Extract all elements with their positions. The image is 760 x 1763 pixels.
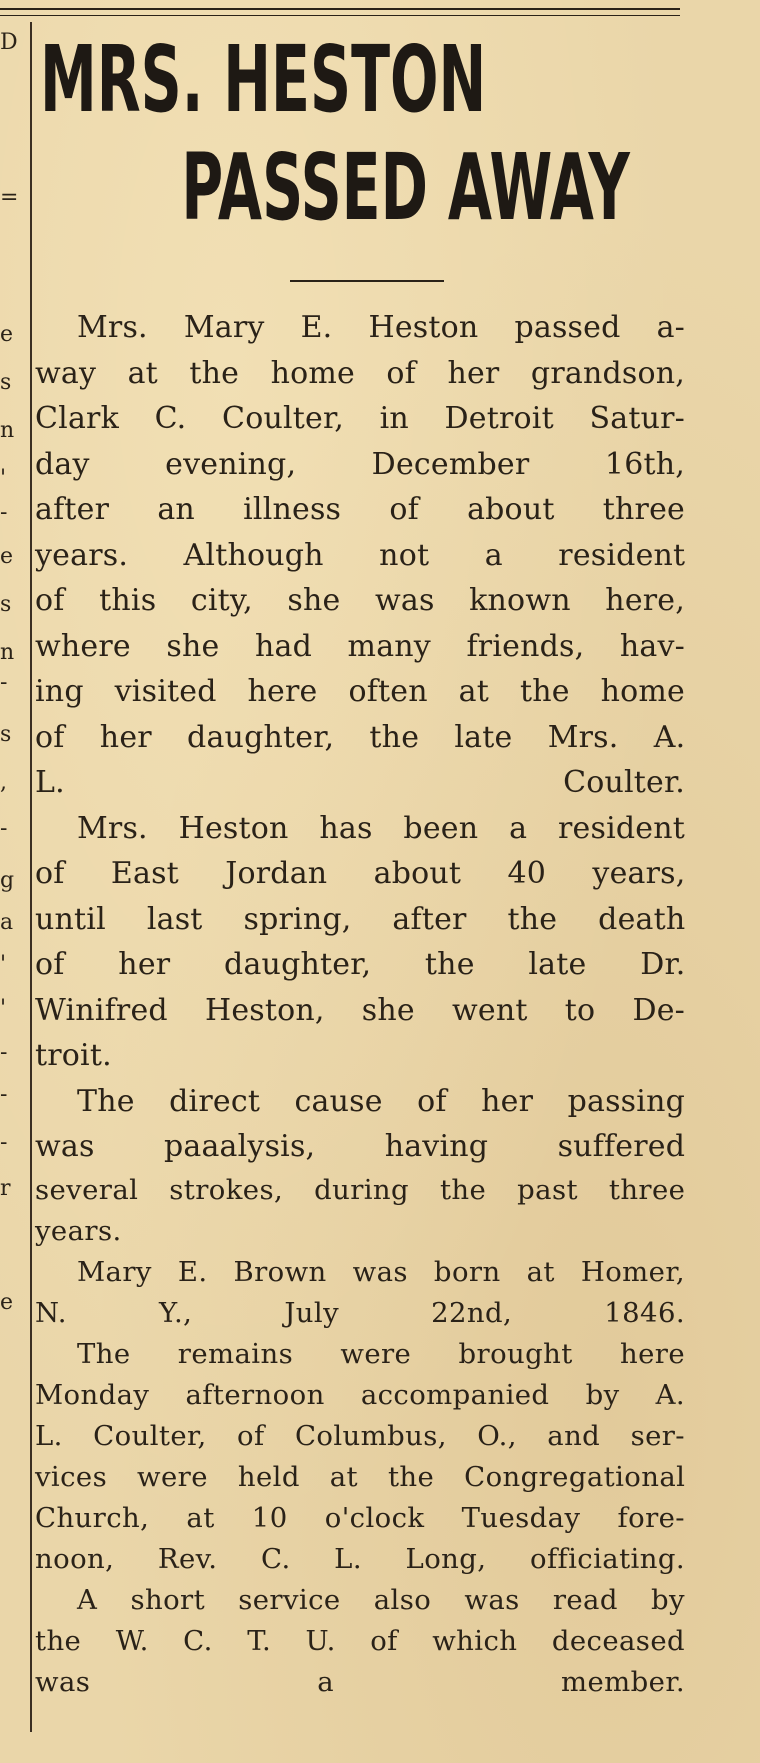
adjacent-column-fragment: D xyxy=(0,30,18,55)
adjacent-column-fragment: - xyxy=(0,670,8,695)
paragraph-6 xyxy=(35,1580,685,1703)
text-line: A short service also was read by xyxy=(77,1583,685,1616)
text-line: noon, Rev. C. L. Long, officiating. xyxy=(35,1542,685,1575)
text-line: of her daughter, the late Mrs. A. xyxy=(35,719,686,755)
text-line: after an illness of about three xyxy=(35,492,685,527)
text-line: day evening, December 16th, xyxy=(35,446,685,482)
adjacent-column-fragment: ' xyxy=(0,466,7,491)
text-line: several strokes, during the past three xyxy=(35,1173,686,1206)
text-line: Mary E. Brown was born at Homer, xyxy=(77,1255,685,1288)
text-line: vices were held at the Congregational xyxy=(35,1460,686,1493)
text-line: Winifred Heston, she went to De- xyxy=(35,992,685,1028)
adjacent-column-fragment: r xyxy=(0,1176,11,1201)
adjacent-column-fragment: e xyxy=(0,322,14,347)
text-line: Mrs. Mary E. Heston passed a- xyxy=(77,310,685,345)
text-line: was paaalysis, having suffered xyxy=(35,1129,686,1164)
text-line: Mrs. Heston has been a resident xyxy=(77,810,685,846)
text-line: of East Jordan about 40 years, xyxy=(35,856,686,891)
text-line: where she had many friends, hav- xyxy=(35,628,685,664)
text-line: N. Y., July 22nd, 1846. xyxy=(35,1296,685,1329)
headline-divider xyxy=(290,280,444,282)
adjacent-column-fragment: , xyxy=(0,770,7,795)
text-line: way at the home of her grandson, xyxy=(35,355,685,391)
adjacent-column-fragment: ' xyxy=(0,996,7,1021)
adjacent-column-fragment: g xyxy=(0,868,15,893)
adjacent-column-fragment: s xyxy=(0,370,12,395)
text-line: Clark C. Coulter, in Detroit Satur- xyxy=(35,401,685,436)
headline-line-1: MRS. HESTON xyxy=(40,26,487,133)
adjacent-column-fragment: s xyxy=(0,722,12,747)
text-line: was a member. xyxy=(35,1665,685,1698)
adjacent-column-fragment: = xyxy=(0,185,19,210)
adjacent-column-fragment: - xyxy=(0,1082,8,1107)
text-line: the W. C. T. U. of which deceased xyxy=(35,1624,685,1657)
adjacent-column-fragment: - xyxy=(0,1040,8,1065)
text-line: Monday afternoon accompanied by A. xyxy=(35,1378,686,1411)
left-column-fragments xyxy=(0,0,19,1763)
adjacent-column-fragment: n xyxy=(0,418,15,443)
text-line: of this city, she was known here, xyxy=(35,583,685,618)
paragraph-3 xyxy=(35,1079,685,1252)
adjacent-column-fragment: - xyxy=(0,500,8,525)
text-line: of her daughter, the late Dr. xyxy=(35,947,686,982)
text-line: L. Coulter. xyxy=(35,765,685,800)
paragraph-2 xyxy=(35,806,685,1079)
headline-line-2: PASSED AWAY xyxy=(181,134,630,241)
adjacent-column-fragment: s xyxy=(0,592,12,617)
adjacent-column-fragment: n xyxy=(0,640,15,665)
paragraph-4 xyxy=(35,1252,685,1334)
top-rule xyxy=(0,8,680,16)
text-line: years. xyxy=(35,1214,122,1247)
paragraph-5 xyxy=(35,1334,685,1580)
text-line: The direct cause of her passing xyxy=(77,1083,685,1119)
paragraph-1 xyxy=(35,305,685,806)
adjacent-column-fragment: ' xyxy=(0,952,7,977)
adjacent-column-fragment: e xyxy=(0,1290,14,1315)
adjacent-column-fragment: e xyxy=(0,544,14,569)
text-line: The remains were brought here xyxy=(77,1337,685,1370)
text-line: years. Although not a resident xyxy=(35,537,686,573)
adjacent-column-fragment: - xyxy=(0,1130,8,1155)
text-line: until last spring, after the death xyxy=(35,901,686,937)
adjacent-column-fragment: - xyxy=(0,816,8,841)
adjacent-column-fragment: a xyxy=(0,910,14,935)
article-body xyxy=(35,305,685,1703)
text-line: troit. xyxy=(35,1038,112,1073)
text-line: ing visited here often at the home xyxy=(35,674,685,709)
column-rule xyxy=(30,22,32,1732)
text-line: Church, at 10 o'clock Tuesday fore- xyxy=(35,1501,685,1534)
text-line: L. Coulter, of Columbus, O., and ser- xyxy=(35,1419,685,1452)
